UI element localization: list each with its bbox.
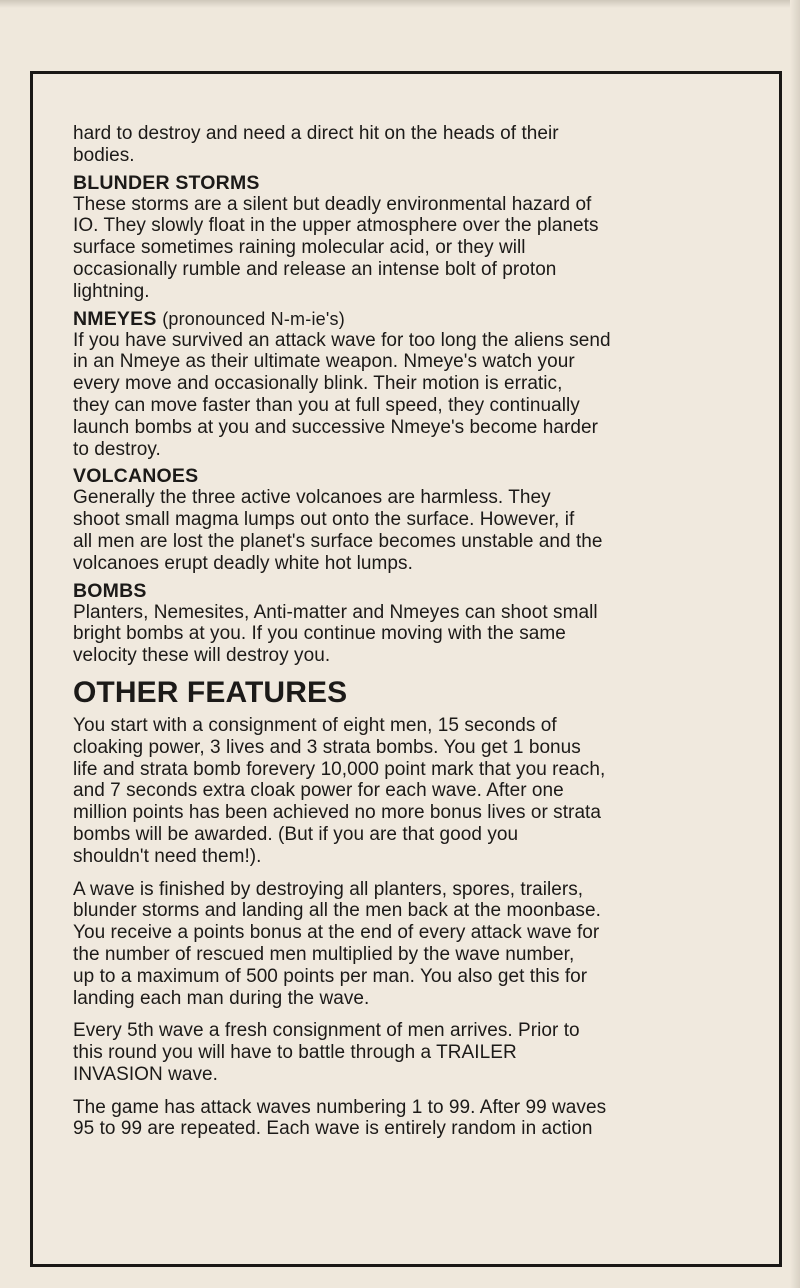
bombs-line: Planters, Nemesites, Anti-matter and Nmeyes can shoot small <box>73 601 598 623</box>
nmeyes-line: in an Nmeye as their ultimate weapon. Nmeye's watch your <box>73 351 575 373</box>
other-features-p4-line: The game has attack waves numbering 1 to 99. After 99 waves <box>73 1096 607 1118</box>
blunder-storms-heading: BLUNDER STORMS <box>73 171 260 194</box>
blunder-storms-line: surface sometimes raining molecular acid, or they will <box>73 237 526 259</box>
other-features-p2-line: the number of rescued men multiplied by the wave number, <box>73 943 575 965</box>
other-features-p2-line: blunder storms and landing all the men back at the moonbase. <box>73 900 601 922</box>
volcanoes-line: shoot small magma lumps out onto the surface. However, if <box>73 509 575 531</box>
volcanoes-line: Generally the three active volcanoes are harmless. They <box>73 487 551 509</box>
other-features-p1-line: and 7 seconds extra cloak power for each wave. After one <box>73 780 564 802</box>
other-features-title: OTHER FEATURES <box>73 675 348 709</box>
nmeyes-line: to destroy. <box>73 438 161 460</box>
nmeyes-pronunciation: (pronounced N-m-ie's) <box>162 308 345 329</box>
page-content <box>73 123 773 1140</box>
intro-line: bodies. <box>73 144 135 166</box>
other-features-p3-line: this round you will have to battle through a TRAILER <box>73 1042 517 1064</box>
nmeyes-line: If you have survived an attack wave for too long the aliens send <box>73 329 611 351</box>
nmeyes-heading-row <box>73 308 773 330</box>
nmeyes-line: they can move faster than you at full speed, they continually <box>73 394 580 416</box>
other-features-p2-line: A wave is finished by destroying all planters, spores, trailers, <box>73 878 584 900</box>
nmeyes-heading: NMEYES <box>73 307 157 330</box>
volcanoes-line: volcanoes erupt deadly white hot lumps. <box>73 552 413 574</box>
other-features-p2-line: You receive a points bonus at the end of every attack wave for <box>73 922 600 944</box>
other-features-p3-line: INVASION wave. <box>73 1063 218 1085</box>
volcanoes-line: all men are lost the planet's surface becomes unstable and the <box>73 530 603 552</box>
other-features-p4-line: 95 to 99 are repeated. Each wave is entirely random in action <box>73 1118 593 1140</box>
other-features-p2-line: up to a maximum of 500 points per man. You also get this for <box>73 965 588 987</box>
other-features-p1-line: million points has been achieved no more bonus lives or strata <box>73 802 602 824</box>
bombs-line: velocity these will destroy you. <box>73 645 331 667</box>
page-frame <box>30 71 782 1267</box>
nmeyes-line: every move and occasionally blink. Their motion is erratic, <box>73 373 563 395</box>
volcanoes-heading: VOLCANOES <box>73 465 199 488</box>
other-features-p1-line: shouldn't need them!). <box>73 845 262 867</box>
other-features-p1-line: cloaking power, 3 lives and 3 strata bombs. You get 1 bonus <box>73 736 581 758</box>
other-features-p1-line: bombs will be awarded. (But if you are that good you <box>73 823 519 845</box>
other-features-p3-line: Every 5th wave a fresh consignment of men arrives. Prior to <box>73 1020 580 1042</box>
other-features-p1-line: life and strata bomb forevery 10,000 point mark that you reach, <box>73 758 606 780</box>
bombs-heading: BOMBS <box>73 579 147 602</box>
bombs-line: bright bombs at you. If you continue moving with the same <box>73 623 566 645</box>
page-right-shadow <box>790 0 800 1288</box>
other-features-p2-line: landing each man during the wave. <box>73 987 370 1009</box>
blunder-storms-line: IO. They slowly float in the upper atmosphere over the planets <box>73 215 599 237</box>
other-features-p1-line: You start with a consignment of eight men, 15 seconds of <box>73 714 557 736</box>
blunder-storms-line: lightning. <box>73 280 150 302</box>
nmeyes-line: launch bombs at you and successive Nmeye's become harder <box>73 416 598 438</box>
intro-line: hard to destroy and need a direct hit on the heads of their <box>73 123 559 144</box>
blunder-storms-line: occasionally rumble and release an intense bolt of proton <box>73 258 557 280</box>
blunder-storms-line: These storms are a silent but deadly environmental hazard of <box>73 193 592 215</box>
page-top-edge <box>0 0 800 8</box>
